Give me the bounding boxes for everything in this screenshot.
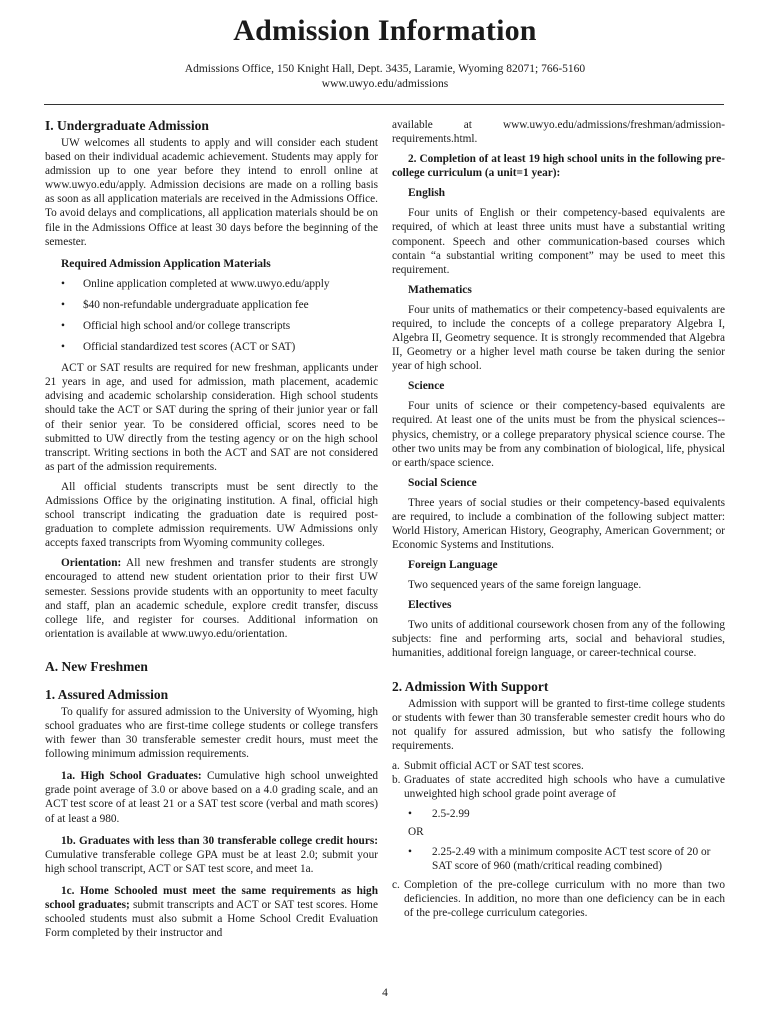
list-marker: c. — [392, 878, 400, 891]
subject-heading: Electives — [408, 599, 452, 612]
list-item: • Official high school and/or college transcripts — [45, 319, 378, 333]
subject-heading: Science — [408, 380, 445, 393]
transcripts-paragraph: All official students transcripts must be sent directly to the Admissions Office by the originating institution. A final, official high school transcript indicating the graduation date is required post-graduation to complete admission requirements. UW Admissions only accepts faxed transcripts from Wyoming community colleges. — [45, 480, 378, 550]
requirement-1a-text: Cumulative high school unweighted grade point average of 3.0 or above based on a 4.0 grading scale, and an ACT test score of at least 21 or a SAT test score (verbal and math scores) of at least a 980. — [45, 770, 378, 825]
right-column — [392, 118, 725, 924]
intro-paragraph: UW welcomes all students to apply and will consider each student based on their individual academic achievement. Students may apply for admission up to one year before they intend to enroll online at www.uwyo.edu/apply. Admission decisions are made on a rolling basis as soon as all application materials are received in the Admissions Office. To avoid delays and complications, all application materials should be on file in the Admissions Office at least 30 days before the beginning of the semester. — [45, 137, 378, 248]
new-freshmen-heading: A. New Freshmen — [45, 658, 148, 674]
requirement-1c — [45, 884, 378, 940]
act-sat-paragraph: ACT or SAT results are required for new freshman, applicants under 21 years in age, and used for admission, math placement, academic advising and academic scholarship consideration. High school students should take the ACT or SAT during the spring of their junior year or fall of their senior year. To be considered official, scores need to be submitted to UW directly from the testing agency or on the high school transcript. Writing sections in both the ACT and SAT are not considered as part of the admission requirements. — [45, 362, 378, 473]
subject-heading: Mathematics — [408, 283, 472, 296]
section-heading-undergraduate: I. Undergraduate Admission — [45, 118, 209, 133]
continued-paragraph: available at www.uwyo.edu/admissions/freshman/admission-requirements.html. — [392, 119, 725, 146]
subject-text: Four units of English or their competency-based equivalents are required, of which at least three units must have a substantial writing component. Speech and other communication-based courses which contain “a substantial writing component” may be used to meet this requirement. — [392, 207, 725, 276]
subject-heading: Social Science — [408, 476, 477, 489]
requirement-1b-text: Cumulative transferable college GPA must be at least 2.0; submit your high school transcript, ACT or SAT test score, and meet 1a. — [45, 848, 378, 875]
list-item-text: Graduates of state accredited high schools who have a cumulative unweighted high school grade point average of — [404, 774, 725, 801]
requirement-1a — [45, 769, 378, 825]
left-column — [45, 118, 378, 946]
website-link[interactable]: www.uwyo.edu/admissions — [321, 78, 449, 90]
orientation-text: All new freshmen and transfer students are strongly encouraged to attend new student orientation prior to their first UW semester. Sessions provide students with an opportunity to meet faculty and staff, plan an academic schedule, explore credit transfer, discuss college life, and register for courses. Additional information on orientation is available at www.uwyo.edu/orientation. — [45, 557, 378, 640]
subject-heading: English — [408, 187, 446, 200]
requirement-1a-label: 1a. High School Graduates: — [61, 770, 202, 783]
orientation-label: Orientation: — [61, 557, 122, 570]
support-list — [392, 759, 725, 801]
or-label: OR — [408, 826, 424, 839]
page-number: 4 — [382, 987, 388, 999]
orientation-paragraph — [45, 556, 378, 641]
gpa-option-text: 2.25-2.49 with a minimum composite ACT test score of 20 or SAT score of 960 (math/critical reading combined) — [432, 846, 711, 873]
gpa-option: • 2.25-2.49 with a minimum composite ACT test score of 20 or SAT score of 960 (math/critical reading combined) — [408, 846, 711, 873]
list-item: • $40 non-refundable undergraduate application fee — [45, 298, 378, 312]
requirement-1b-label: 1b. Graduates with less than 30 transferable college credit hours: — [61, 834, 378, 847]
materials-heading: Required Admission Application Materials — [61, 257, 271, 270]
header-divider — [44, 104, 724, 105]
list-item: • Official standardized test scores (ACT or SAT) — [45, 340, 378, 354]
gpa-option-text: 2.5-2.99 — [432, 808, 470, 821]
subject-text: Two sequenced years of the same foreign language. — [408, 579, 642, 592]
completion-heading: 2. Completion of at least 19 high school units in the following pre-college curriculum (a unit=1 year): — [392, 153, 725, 180]
list-item-text: Completion of the pre-college curriculum with no more than two deficiencies. In addition, no more than one deficiency can be in each of the pre-college curriculum categories. — [404, 878, 725, 919]
gpa-option: • 2.5-2.99 — [408, 808, 470, 821]
requirement-1c-label: 1c. Home Schooled must meet the same requirements as high school graduates; — [45, 884, 378, 912]
requirement-1c-text: submit transcripts and ACT or SAT test scores. Home schooled students must also submit a Home School Credit Evaluation Form completed by their instructor and — [45, 899, 378, 940]
assured-intro: To qualify for assured admission to the University of Wyoming, high school graduates who are first-time college students or college transfers with fewer than 30 transferable semester credit hours, must meet the following minimum admission requirements. — [45, 705, 378, 761]
subject-text: Four units of science or their competency-based equivalents are required. At least one of the units must be from the physical sciences--physics, chemistry, or a college preparatory physical science course. The other two units may be from any combination of biological, life, physical or earth/space science. — [392, 400, 725, 469]
list-item — [392, 878, 725, 920]
address-line: Admissions Office, 150 Knight Hall, Dept. 3435, Laramie, Wyoming 82071; 766-5160 — [184, 63, 586, 75]
list-item-text: Submit official ACT or SAT test scores. — [404, 759, 584, 772]
subject-text: Four units of mathematics or their competency-based equivalents are required, to include the concepts of a college preparatory Algebra I, Algebra II, Geometry sequence. It is strongly recommended that Algebra II, Geometry or a higher level math course be taken during the senior year of high school. — [392, 303, 725, 373]
subject-heading: Foreign Language — [408, 559, 498, 572]
materials-list — [45, 277, 378, 354]
support-list-continued — [392, 878, 725, 920]
subject-text: Three years of social studies or their competency-based equivalents are required, to include a combination of the following subject matter: World History, American History, Geography, American Government; or Economic Systems and Institutions. — [392, 496, 725, 552]
assured-admission-heading: 1. Assured Admission — [45, 686, 169, 702]
list-item — [392, 759, 725, 773]
support-heading: 2. Admission With Support — [392, 678, 549, 694]
list-marker: b. — [392, 774, 401, 786]
address-block — [0, 62, 770, 92]
page-title: Admission Information — [233, 14, 537, 47]
subject-text: Two units of additional coursework chosen from any of the following subjects: fine and performing arts, social and behavioral studies, humanities, additional foreign language, or career-technical course. — [392, 619, 725, 660]
list-item: • Online application completed at www.uwyo.edu/apply — [45, 277, 378, 291]
support-intro: Admission with support will be granted to first-time college students or students with fewer than 30 transferable semester credit hours who do not qualify for assured admission, but who satisfy the following requirements. — [392, 697, 725, 752]
requirement-1b — [45, 834, 378, 876]
list-item — [392, 773, 725, 801]
list-marker: a. — [392, 759, 400, 772]
